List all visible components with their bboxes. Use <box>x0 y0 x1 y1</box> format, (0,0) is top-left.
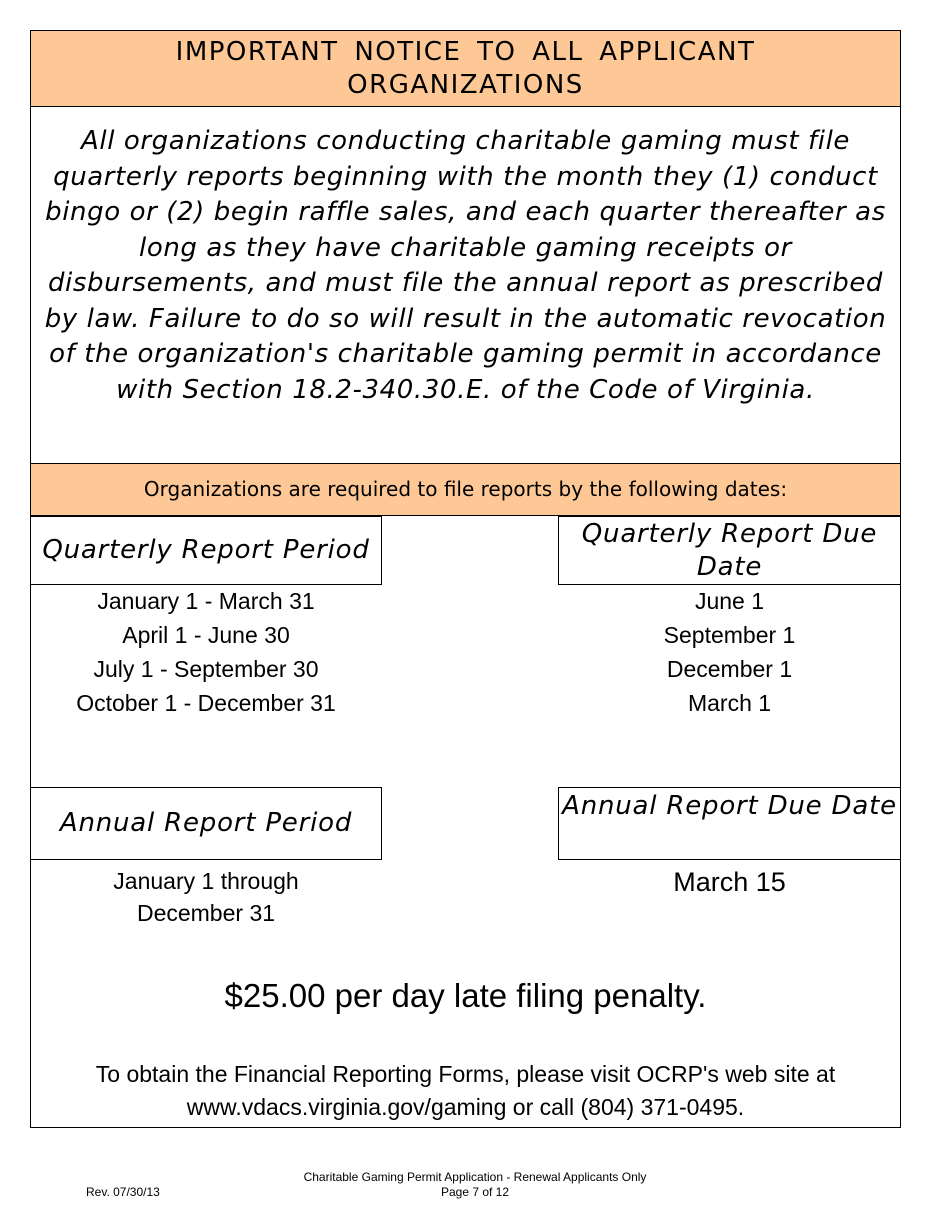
obtain-forms-text <box>31 1058 900 1124</box>
dates-intro-band <box>31 463 900 516</box>
footer-page-number: Page 7 of 12 <box>440 1185 510 1199</box>
annual-period-line-1: January 1 through <box>113 868 299 894</box>
footer-revision: Rev. 07/30/13 <box>86 1185 160 1199</box>
quarterly-period-3: July 1 - September 30 <box>93 656 319 682</box>
obtain-forms-line-2: www.vdacs.virginia.gov/gaming or call (804) 371-0495. <box>186 1094 745 1120</box>
quarterly-period-2: April 1 - June 30 <box>122 622 290 648</box>
quarterly-due-4: March 1 <box>687 690 772 716</box>
obtain-forms-line-1: To obtain the Financial Reporting Forms, please visit OCRP's web site at <box>95 1061 836 1087</box>
notice-title-band <box>31 31 900 107</box>
quarterly-dues-list <box>558 584 901 720</box>
late-penalty-notice: $25.00 per day late filing penalty. <box>224 977 707 1014</box>
quarterly-due-1: June 1 <box>694 588 765 614</box>
notice-body-text: All organizations conducting charitable gaming must file quarterly reports beginning with the month they (1) conduct bingo or (2) begin raffle sales, and each quarter thereafter as long as they have charitable gaming receipts or disbursements, and must file the annual report as prescribed by law. Failure to do so will result in the automatic revocation of the organization's charitable gaming permit in accordance with Section 18.2-340.30.E. of the Code of Virginia. <box>44 126 887 405</box>
annual-period-line-2: December 31 <box>136 900 276 926</box>
quarterly-due-2: September 1 <box>663 622 796 648</box>
quarterly-period-header: Quarterly Report Period <box>30 516 382 585</box>
footer-form-title: Charitable Gaming Permit Application - Renewal Applicants Only <box>303 1170 647 1184</box>
annual-period-value <box>31 865 381 929</box>
notice-frame <box>30 30 901 1128</box>
quarterly-due-3: December 1 <box>666 656 793 682</box>
annual-period-header: Annual Report Period <box>30 787 382 860</box>
quarterly-period-1: January 1 - March 31 <box>97 588 315 614</box>
notice-title: IMPORTANT NOTICE TO ALL APPLICANT ORGANIZATIONS <box>175 37 756 100</box>
annual-due-value: March 15 <box>673 867 786 897</box>
quarterly-periods-list <box>31 584 381 720</box>
footer-center <box>275 1170 675 1200</box>
quarterly-due-header: Quarterly Report Due Date <box>558 516 901 585</box>
dates-intro-text: Organizations are required to file reports by the following dates: <box>143 477 788 501</box>
quarterly-period-4: October 1 - December 31 <box>76 690 336 716</box>
annual-due-header: Annual Report Due Date <box>558 787 901 860</box>
